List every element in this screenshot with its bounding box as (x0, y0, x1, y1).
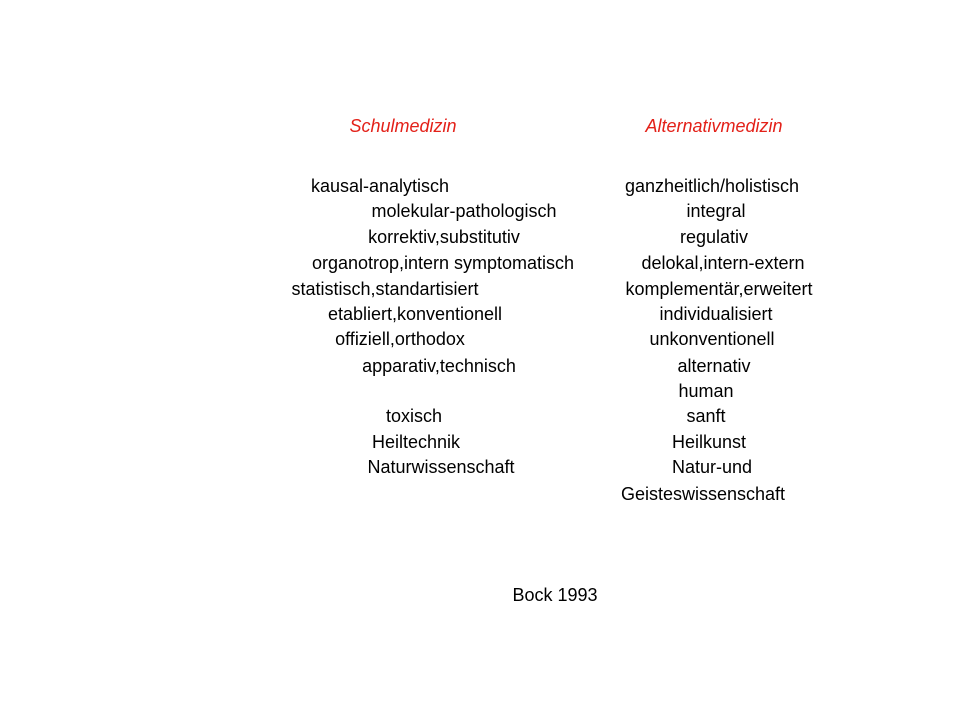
left-item: Heiltechnik (371, 432, 461, 452)
left-item: offiziell,orthodox (335, 329, 465, 349)
right-item: integral (686, 201, 746, 221)
left-item: statistisch,standartisiert (291, 279, 479, 299)
right-item: regulativ (679, 227, 749, 247)
right-item: Geisteswissenschaft (620, 484, 786, 504)
left-item: etabliert,konventionell (327, 304, 503, 324)
heading-alternativmedizin: Alternativmedizin (645, 116, 783, 136)
citation: Bock 1993 (512, 585, 598, 605)
left-item: Naturwissenschaft (367, 457, 515, 477)
right-item: ganzheitlich/holistisch (624, 176, 800, 196)
heading-schulmedizin: Schulmedizin (349, 116, 457, 136)
right-item: delokal,intern-extern (641, 253, 805, 273)
right-item: sanft (686, 406, 726, 426)
left-item: molekular-pathologisch (371, 201, 557, 221)
left-item: organotrop,intern symptomatisch (311, 253, 575, 273)
left-item: kausal-analytisch (310, 176, 450, 196)
right-item: komplementär,erweitert (625, 279, 813, 299)
right-item: individualisiert (659, 304, 773, 324)
right-item: Heilkunst (671, 432, 747, 452)
right-item: human (678, 381, 734, 401)
right-item: Natur-und (671, 457, 753, 477)
right-item: alternativ (677, 356, 751, 376)
left-item: toxisch (385, 406, 443, 426)
right-item: unkonventionell (649, 329, 775, 349)
left-item: korrektiv,substitutiv (368, 227, 520, 247)
left-item: apparativ,technisch (362, 356, 516, 376)
